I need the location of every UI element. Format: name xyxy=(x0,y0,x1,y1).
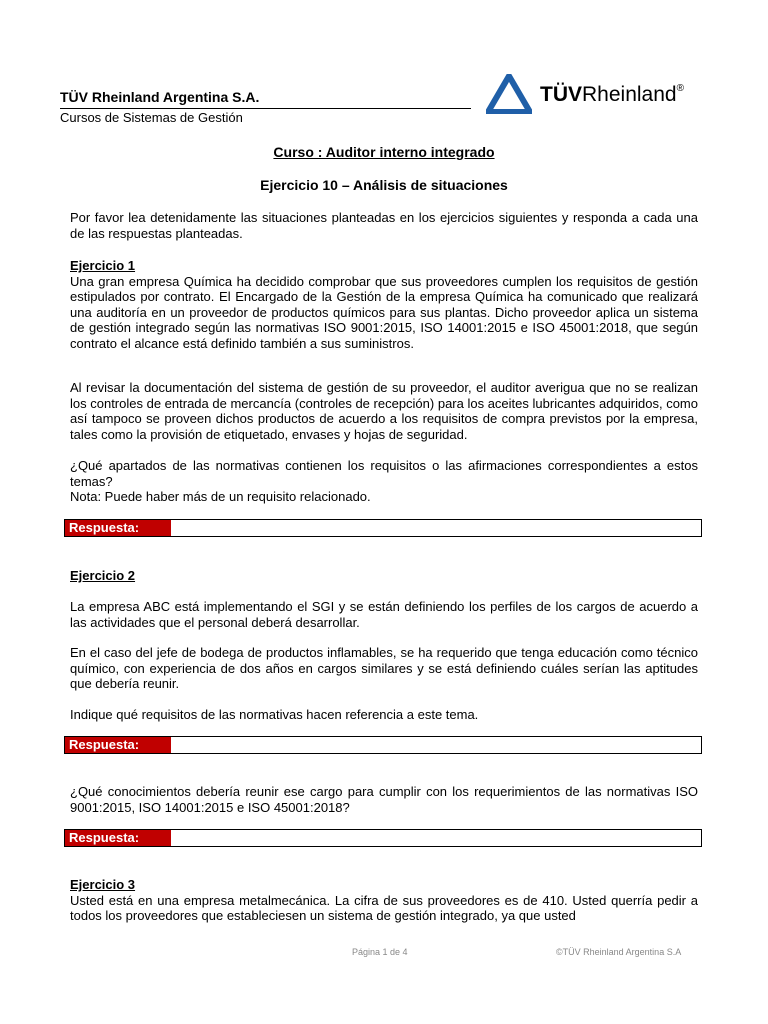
exercise-2-paragraph-2: En el caso del jefe de bodega de productos inflamables, se ha requerido que tenga educación como técnico químico, con experiencia de dos años en cargos similares y se está definiendo cuáles serían las aptitudes que debería reunir. xyxy=(70,645,698,692)
exercise-1-paragraph-1: Una gran empresa Química ha decidido comprobar que sus proveedores cumplen los requisitos de gestión estipulados por contrato. El Encargado de la Gestión de la empresa Química ha comunicado que realizará una auditoría en un proveedor de productos químicos para sus plantas. Dicho proveedor aplica un sistema de gestión integrado según las normativas ISO 9001:2015, ISO 14001:2015 e ISO 45001:2018, que según contrato el alcance está definido también a sus suministros. xyxy=(70,273,698,351)
answer-label: Respuesta: xyxy=(65,737,171,753)
exercise-1-question: ¿Qué apartados de las normativas contienen los requisitos o las afirmaciones correspondientes a estos temas? xyxy=(70,458,698,489)
header-rule xyxy=(60,108,471,109)
tuv-logo xyxy=(486,72,716,116)
logo-wordmark: TÜVRheinland® xyxy=(540,83,684,106)
exercise-1-note: Nota: Puede haber más de un requisito relacionado. xyxy=(70,489,371,504)
answer-field-1[interactable] xyxy=(64,519,702,537)
footer-copyright: ©TÜV Rheinland Argentina S.A xyxy=(556,947,682,957)
answer-label: Respuesta: xyxy=(65,830,171,846)
exercise-2-heading: Ejercicio 2 xyxy=(70,568,136,583)
triangle-logo-icon xyxy=(486,74,532,114)
course-title: Curso : Auditor interno integrado xyxy=(273,144,495,160)
header-subtitle: Cursos de Sistemas de Gestión xyxy=(60,110,243,125)
answer-label: Respuesta: xyxy=(65,520,171,536)
exercise-3-paragraph-1: Usted está en una empresa metalmecánica. La cifra de sus proveedores es de 410. Usted querría pedir a todos los proveedores que estableciesen un sistema de gestión integrado, ya que usted xyxy=(70,892,698,924)
intro-paragraph: Por favor lea detenidamente las situaciones planteadas en los ejercicios siguientes y responda a cada una de las respuestas planteadas. xyxy=(70,210,698,241)
exercise-3 xyxy=(70,877,698,924)
footer-page-number: Página 1 de 4 xyxy=(352,947,408,957)
exercise-1-paragraph-2: Al revisar la documentación del sistema de gestión de su proveedor, el auditor averigua que no se realizan los controles de entrada de mercancía (controles de recepción) para los aceites lubricantes adquiridos, como así tampoco se proveen dichos productos de acuerdo a los requisitos de compra previstos por la empresa, tales como la provisión de etiquetado, envases y hojas de seguridad. xyxy=(70,380,698,442)
exercise-2-paragraph-1: La empresa ABC está implementando el SGI y se están definiendo los perfiles de los cargos de acuerdo a las actividades que el personal deberá desarrollar. xyxy=(70,599,698,630)
exercise-2-question-2: ¿Qué conocimientos debería reunir ese cargo para cumplir con los requerimientos de las normativas ISO 9001:2015, ISO 14001:2015 e ISO 45001:2018? xyxy=(70,784,698,815)
exercise-2-question-1: Indique qué requisitos de las normativas hacen referencia a este tema. xyxy=(70,707,479,722)
exercise-3-heading: Ejercicio 3 xyxy=(70,877,136,892)
exercise-1 xyxy=(70,258,698,352)
answer-field-2[interactable] xyxy=(64,736,702,754)
answer-field-3[interactable] xyxy=(64,829,702,847)
company-name: TÜV Rheinland Argentina S.A. xyxy=(60,89,260,105)
exercise-title: Ejercicio 10 – Análisis de situaciones xyxy=(260,177,508,193)
exercise-1-heading: Ejercicio 1 xyxy=(70,258,136,273)
